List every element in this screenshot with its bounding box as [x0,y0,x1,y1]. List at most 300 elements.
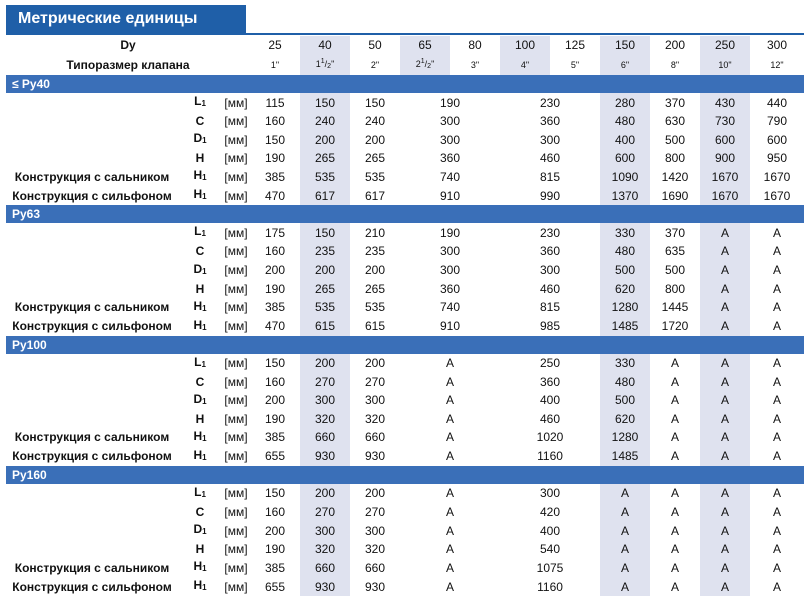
value-cell: 300 [300,391,350,410]
value-cell: 360 [540,244,561,259]
value-cell: 930 [300,577,350,596]
unit-label: [мм] [224,486,248,501]
construction-label: Конструкция с сильфоном [12,449,172,464]
construction-label: Конструкция с сальником [14,560,170,575]
value-cell: 440 [767,95,788,110]
value-cell: A [671,374,680,389]
construction-label [6,354,178,373]
section-header [6,75,804,93]
value-cell: A [600,558,650,577]
value-cell: 1020 [536,430,564,445]
construction-label [6,540,178,558]
valve-size-row [6,54,804,75]
parameter-label: $L_1$ [194,94,206,109]
table-row [6,149,804,167]
section-label: Py63 [6,205,804,223]
construction-label [6,223,178,242]
unit-label: [мм] [224,300,248,315]
value-cell: 360 [540,374,561,389]
value-cell: A [700,391,750,410]
value-cell: A [446,560,455,575]
value-cell: 500 [600,261,650,280]
table-row [6,280,804,298]
value-cell: 280 [600,93,650,112]
construction-label: Конструкция с сильфоном [12,188,172,203]
table-row [6,186,804,205]
value-cell: 300 [440,244,461,259]
value-cell: 950 [767,151,788,166]
value-cell: A [700,540,750,558]
value-cell: 600 [600,149,650,167]
value-cell: 320 [300,410,350,428]
value-cell: 200 [365,486,386,501]
dy-value: 150 [600,36,650,54]
value-cell: 190 [440,95,461,110]
value-cell: 1420 [661,169,689,184]
value-cell: 430 [700,93,750,112]
value-cell: 800 [665,281,686,296]
value-cell: 200 [365,132,386,147]
dy-row [6,36,804,54]
value-cell: 265 [300,149,350,167]
value-cell: A [446,449,455,464]
value-cell: 990 [540,188,561,203]
value-cell: 620 [600,280,650,298]
construction-label [6,521,178,540]
value-cell: A [773,244,782,259]
table-row [6,130,804,149]
value-cell: A [773,319,782,334]
value-cell: A [700,354,750,373]
value-cell: 1670 [763,169,791,184]
value-cell: 620 [600,410,650,428]
unit-label: [мм] [224,114,248,129]
value-cell: A [773,263,782,278]
value-cell: 460 [540,411,561,426]
value-cell: A [671,411,680,426]
dy-value: 40 [300,36,350,54]
valve-size-value: $1^1/_2$" [300,54,350,75]
value-cell: 1075 [536,560,564,575]
value-cell: 200 [365,263,386,278]
value-cell: 910 [440,319,461,334]
value-cell: A [446,505,455,520]
parameter-label: $D_1$ [193,261,207,276]
parameter-label: C [195,505,205,520]
value-cell: 300 [540,486,561,501]
value-cell: 400 [540,393,561,408]
value-cell: 985 [540,319,561,334]
value-cell: 535 [365,300,386,315]
unit-label: [мм] [224,169,248,184]
value-cell: A [773,560,782,575]
value-cell: 1280 [600,298,650,317]
value-cell: 1160 [537,579,563,594]
value-cell: A [446,430,455,445]
section-label: Py100 [6,336,804,354]
value-cell: 320 [365,411,386,426]
value-cell: 1690 [661,188,689,203]
parameter-label: $D_1$ [193,522,207,537]
value-cell: A [773,356,782,371]
table-row [6,298,804,317]
value-cell: 300 [540,263,561,278]
value-cell: 480 [600,373,650,391]
parameter-label: C [195,374,205,389]
value-cell: 300 [440,132,461,147]
parameter-label: $H_1$ [193,428,207,443]
valve-size-value: 6" [600,54,650,75]
value-cell: 360 [440,281,461,296]
value-cell: 230 [540,225,561,240]
value-cell: A [700,223,750,242]
value-cell: 1485 [600,317,650,336]
dy-value: 200 [665,38,686,53]
construction-label [6,261,178,280]
parameter-label: $D_1$ [193,131,207,146]
unit-label: [мм] [224,95,248,110]
value-cell: 200 [300,484,350,503]
value-cell: 385 [265,560,286,575]
value-cell: 190 [440,225,461,240]
unit-label: [мм] [224,374,248,389]
value-cell: 270 [300,373,350,391]
dy-value: 50 [368,38,382,53]
value-cell: A [600,503,650,521]
value-cell: A [600,484,650,503]
value-cell: A [446,542,455,557]
value-cell: 250 [540,356,561,371]
value-cell: 370 [665,225,686,240]
valve-size-value: 4" [500,54,550,75]
parameter-label: $L_1$ [194,354,206,369]
value-cell: A [773,542,782,557]
value-cell: 800 [665,151,686,166]
construction-label [6,503,178,521]
unit-label: [мм] [224,579,248,594]
section-label: ≤ Py40 [6,75,804,93]
value-cell: 300 [300,521,350,540]
value-cell: A [600,521,650,540]
value-cell: A [700,503,750,521]
value-cell: 300 [365,393,386,408]
construction-label: Конструкция с сальником [14,300,170,315]
value-cell: 630 [665,114,686,129]
value-cell: A [700,317,750,336]
dy-value: 300 [767,38,788,53]
value-cell: A [773,281,782,296]
value-cell: A [700,558,750,577]
value-cell: 930 [365,579,386,594]
construction-label [6,391,178,410]
value-cell: 160 [265,114,286,129]
unit-label: [мм] [224,542,248,557]
value-cell: 150 [300,223,350,242]
table-row [6,484,804,503]
value-cell: A [773,300,782,315]
value-cell: A [700,280,750,298]
value-cell: 320 [300,540,350,558]
value-cell: 660 [365,560,386,575]
value-cell: 200 [265,393,286,408]
unit-label: [мм] [224,523,248,538]
value-cell: 1670 [763,188,791,203]
value-cell: 500 [600,391,650,410]
valve-size-value: $2^1/_2$" [400,54,450,75]
value-cell: 655 [265,449,286,464]
value-cell: 385 [265,430,286,445]
parameter-label: $H_1$ [193,447,207,462]
value-cell: A [671,523,680,538]
value-cell: A [773,374,782,389]
table-row [6,577,804,596]
value-cell: A [600,577,650,596]
value-cell: 150 [365,95,386,110]
table-row [6,242,804,260]
value-cell: A [446,393,455,408]
value-cell: A [773,523,782,538]
value-cell: A [700,298,750,317]
value-cell: 300 [440,114,461,129]
valve-size-label: Типоразмер клапана [66,57,190,72]
unit-label: [мм] [224,505,248,520]
unit-label: [мм] [224,151,248,166]
value-cell: 175 [265,225,286,240]
unit-label: [мм] [224,319,248,334]
value-cell: 300 [365,523,386,538]
construction-label [6,149,178,167]
unit-label: [мм] [224,449,248,464]
value-cell: 265 [365,281,386,296]
value-cell: A [446,374,455,389]
value-cell: 370 [665,95,686,110]
table-row [6,112,804,130]
construction-label: Конструкция с сильфоном [12,579,172,594]
dy-value: 125 [565,38,586,53]
value-cell: 730 [700,112,750,130]
value-cell: A [671,393,680,408]
value-cell: 480 [600,242,650,260]
parameter-label: H [195,411,205,426]
parameter-label: $L_1$ [194,484,206,499]
construction-label [6,130,178,149]
value-cell: 330 [600,223,650,242]
dy-value: 100 [500,36,550,54]
value-cell: 320 [365,542,386,557]
value-cell: 1445 [661,300,689,315]
value-cell: 1670 [700,167,750,186]
value-cell: 815 [540,169,561,184]
value-cell: A [773,411,782,426]
value-cell: 265 [365,151,386,166]
value-cell: 1280 [600,428,650,447]
value-cell: 600 [767,132,788,147]
unit-label: [мм] [224,263,248,278]
dy-value: 25 [268,38,282,53]
value-cell: 615 [365,319,386,334]
table-row [6,410,804,428]
value-cell: 420 [540,505,561,520]
value-cell: 400 [600,130,650,149]
construction-label: Конструкция с сальником [14,430,170,445]
value-cell: 460 [540,281,561,296]
value-cell: 470 [265,188,286,203]
value-cell: 200 [300,130,350,149]
value-cell: A [671,542,680,557]
value-cell: 210 [365,225,386,240]
value-cell: 400 [540,523,561,538]
value-cell: 660 [300,558,350,577]
table-row [6,447,804,466]
unit-label: [мм] [224,225,248,240]
value-cell: 480 [600,112,650,130]
value-cell: 535 [300,167,350,186]
value-cell: A [700,373,750,391]
value-cell: A [700,447,750,466]
value-cell: 200 [300,261,350,280]
value-cell: 360 [540,114,561,129]
value-cell: A [773,579,782,594]
value-cell: A [700,410,750,428]
dy-label: Dy [120,38,136,53]
value-cell: 115 [265,95,285,110]
section-label: Py160 [6,466,804,484]
valve-size-value: 12" [770,59,784,70]
unit-label: [мм] [224,560,248,575]
valve-size-value: 8" [670,59,680,70]
value-cell: A [671,505,680,520]
parameter-label: $H_1$ [193,187,207,202]
value-cell: 270 [365,505,386,520]
value-cell: 1485 [600,447,650,466]
value-cell: A [446,411,455,426]
value-cell: 500 [665,263,686,278]
value-cell: 160 [265,374,286,389]
value-cell: 930 [365,449,386,464]
value-cell: A [600,540,650,558]
value-cell: 200 [265,523,286,538]
value-cell: A [700,484,750,503]
table-row [6,261,804,280]
table-row [6,503,804,521]
valve-size-value: 2" [370,59,380,70]
parameter-label: $L_1$ [194,224,206,239]
dy-value: 65 [400,36,450,54]
value-cell: A [773,505,782,520]
value-cell: 330 [600,354,650,373]
value-cell: 790 [767,114,788,129]
parameter-label: H [195,151,205,166]
value-cell: 150 [265,356,286,371]
page-title: Метрические единицы [6,5,246,33]
unit-label: [мм] [224,132,248,147]
value-cell: 150 [300,93,350,112]
value-cell: 200 [365,356,386,371]
value-cell: 1370 [600,186,650,205]
value-cell: A [700,261,750,280]
section-header [6,205,804,223]
value-cell: A [773,449,782,464]
value-cell: 617 [300,186,350,205]
table-row [6,93,804,112]
value-cell: 235 [365,244,386,259]
construction-label [6,93,178,112]
value-cell: 540 [540,542,561,557]
section-header [6,466,804,484]
value-cell: A [773,393,782,408]
value-cell: 230 [540,95,561,110]
value-cell: 300 [540,132,561,147]
value-cell: A [700,242,750,260]
value-cell: 190 [265,281,286,296]
value-cell: 235 [300,242,350,260]
value-cell: 655 [265,579,286,594]
value-cell: 615 [300,317,350,336]
value-cell: 815 [540,300,561,315]
valve-size-value: 5" [570,59,580,70]
value-cell: A [446,579,455,594]
value-cell: 360 [440,151,461,166]
parameter-label: $H_1$ [193,317,207,332]
unit-label: [мм] [224,356,248,371]
value-cell: A [446,486,455,501]
value-cell: 265 [300,280,350,298]
parameter-label: $H_1$ [193,298,207,313]
parameter-label: H [195,542,205,557]
value-cell: A [773,430,782,445]
value-cell: 660 [365,430,386,445]
value-cell: A [671,430,680,445]
value-cell: 660 [300,428,350,447]
parameter-label: $D_1$ [193,391,207,406]
unit-label: [мм] [224,188,248,203]
construction-label: Конструкция с сильфоном [12,319,172,334]
construction-label: Конструкция с сальником [14,169,170,184]
table-row [6,317,804,336]
value-cell: 617 [365,188,386,203]
construction-label [6,242,178,260]
value-cell: A [446,523,455,538]
dy-value: 250 [700,36,750,54]
title-rule [6,33,804,35]
valve-size-value: 1" [270,59,280,70]
table-row [6,521,804,540]
construction-label [6,410,178,428]
value-cell: 385 [265,169,286,184]
value-cell: 1160 [537,449,563,464]
value-cell: 150 [265,486,286,501]
value-cell: 200 [265,263,286,278]
value-cell: 535 [365,169,386,184]
value-cell: 470 [265,319,286,334]
construction-label [6,112,178,130]
table-row [6,373,804,391]
value-cell: 300 [440,263,461,278]
value-cell: 160 [265,244,286,259]
value-cell: A [700,577,750,596]
value-cell: 600 [700,130,750,149]
value-cell: 1090 [600,167,650,186]
value-cell: A [773,225,782,240]
value-cell: 460 [540,151,561,166]
value-cell: 900 [700,149,750,167]
parameter-label: H [195,281,205,296]
unit-label: [мм] [224,393,248,408]
value-cell: 385 [265,300,286,315]
unit-label: [мм] [224,244,248,259]
table-row [6,428,804,447]
value-cell: 740 [440,169,461,184]
